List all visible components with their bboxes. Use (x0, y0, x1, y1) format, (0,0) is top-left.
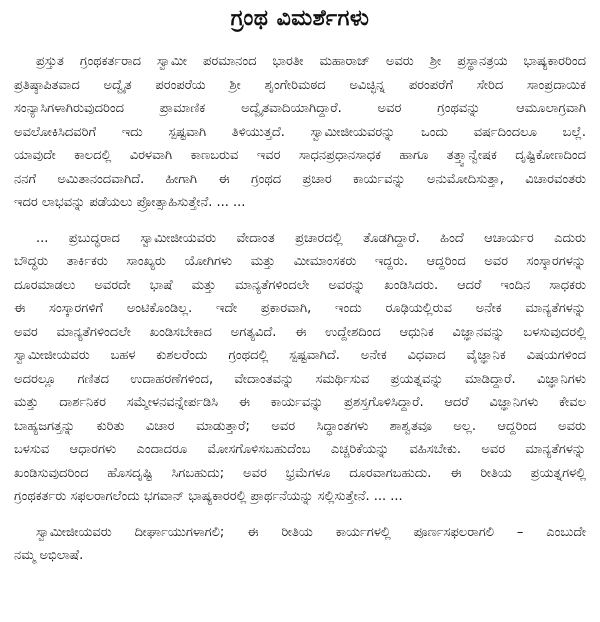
text-line: ಸ್ವಾಮೀಜೀಯವರು ದೀರ್ಘಾಯುಗಳಾಗಲಿ; ಈ ರೀತಿಯ ಕಾರ್ಯಗಳಲ್ಲಿ ಪೂರ್ಣಸಫಲರಾಗಲಿ – ಎಂಬುದೇ (36, 524, 586, 540)
text-line: ನಮ್ಮ ಅಭಿಲಾಷೆ. (14, 548, 84, 563)
text-line: ಗ್ರಂಥಕರ್ತರು ಸಫಲರಾಗಲೆಂದು ಭಗವಾನ್ ಭಾಷ್ಯಕಾರರಲ್ಲಿ ಪ್ರಾರ್ಥನೆಯನ್ನು ಸಲ್ಲಿಸುತ್ತೇನೆ. ... ... (14, 489, 403, 504)
text-line: ಈ ಸಂಸ್ಕಾರಗಳಿಗೆ ಅಂಟಿಕೊಂಡಿಲ್ಲ. ಇದೇ ಪ್ರಕಾರವಾಗಿ, ಇಂದು ರೂಢಿಯಲ್ಲಿರುವ ಅನೇಕ ಮಾನ್ಯತೆಗಳನ್ನು (14, 301, 586, 316)
paragraph-1 (14, 50, 586, 215)
text-line: ನನಗೆ ಅಮಿತಾನಂದವಾಗಿದೆ. ಹೀಗಾಗಿ ಈ ಗ್ರಂಥದ ಪ್ರಚಾರ ಕಾರ್ಯವನ್ನು ಅನುಮೋದಿಸುತ್ತಾ, ವಿಚಾರವಂತರು (14, 171, 586, 187)
text-line: ಅವರ ಮಾನ್ಯತೆಗಳಿಂದಲೇ ಖಂಡಿಸಬೇಕಾದ ಅಗತ್ಯವಿದೆ. ಈ ಉದ್ದೇಶದಿಂದ ಆಧುನಿಕ ವಿಜ್ಞಾನವನ್ನು ಬಳಸುವುದರಲ್ಲಿ (14, 324, 586, 340)
text-line: ಅವಲೋಕಿಸಿದವರಿಗೆ ಇದು ಸ್ಪಷ್ಟವಾಗಿ ತಿಳಿಯುತ್ತದೆ. ಸ್ವಾಮೀಜೀಯವರನ್ನು ಒಂದು ವರ್ಷದಿಂದಲೂ ಬಲ್ಲೆ. (14, 124, 586, 140)
text-line: ಸಂನ್ಯಾಸಿಗಳಾಗಿರುವುದರಿಂದ ಪ್ರಾಮಾಣಿಕ ಅದ್ವೈತವಾದಿಯಾಗಿದ್ದಾರೆ. ಅವರ ಗ್ರಂಥವನ್ನು ಆಮೂಲಾಗ್ರವಾಗಿ (14, 101, 586, 116)
text-line: ಖಂಡಿಸುವುದರಿಂದ ಹೊಸದೃಷ್ಟಿ ಸಿಗಬಹುದು; ಅವರ ಭ್ರಮೆಗಳೂ ದೂರವಾಗಬಹುದು. ಈ ರೀತಿಯ ಪ್ರಯತ್ನಗಳಲ್ಲಿ (14, 465, 586, 481)
text-line: ಪ್ರಸ್ತುತ ಗ್ರಂಥಕರ್ತರಾದ ಸ್ವಾಮೀ ಪರಮಾನಂದ ಭಾರತೀ ಮಹಾರಾಜ್ ಅವರು ಶ್ರೀ ಪ್ರಸ್ಥಾನತ್ರಯ ಭಾಷ್ಯಕಾರರಿಂದ (36, 54, 586, 69)
text-line: ಬೌದ್ಧರು ತಾರ್ಕಿಕರು ಸಾಂಖ್ಯರು ಯೋಗಿಗಳು ಮತ್ತು ಮೀಮಾಂಸಕರು ಇದ್ದರು. ಆದ್ದರಿಂದ ಅವರ ಸಂಸ್ಕಾರಗಳನ್ನು (14, 254, 586, 269)
paragraph-2 (14, 227, 586, 509)
text-line: ಸ್ವಾಮೀಜೀಯವರು ಬಹಳ ಕುಶಲರೆಂದು ಗ್ರಂಥದಲ್ಲಿ ಸ್ಪಷ್ಟವಾಗಿದೆ. ಅನೇಕ ವಿಧವಾದ ವೈಜ್ಞಾನಿಕ ವಿಷಯಗಳಿಂದ (14, 348, 586, 363)
page-title: ಗ್ರಂಥ ವಿಮರ್ಶೆಗಳು (230, 6, 370, 31)
text-line: ಮತ್ತು ದಾರ್ಶನಿಕರ ಸಮ್ಮೇಳನವನ್ನೇರ್ಪಡಿಸಿ ಈ ಕಾರ್ಯವನ್ನು ಪ್ರಶಸ್ತಗೊಳಿಸಿದ್ದಾರೆ. ಆದರೆ ವಿಜ್ಞಾನಿಗಳು ಕೇವಲ (14, 395, 586, 410)
text-line: ... ಪ್ರಬುದ್ಧರಾದ ಸ್ವಾಮೀಜೀಯವರು ವೇದಾಂತ ಪ್ರಚಾರದಲ್ಲಿ ತೊಡಗಿದ್ದಾರೆ. ಹಿಂದೆ ಆಚಾರ್ಯರ ಎದುರು (36, 230, 586, 246)
text-line: ಬಳಸುವ ಆಧಾರಗಳು ಎಂದಾದರೂ ಮೋಸಗೊಳಿಸಬಹುದೆಂಬ ಎಚ್ಚರಿಕೆಯನ್ನು ವಹಿಸಬೇಕು. ಅವರ ಮಾನ್ಯತೆಗಳನ್ನು (14, 442, 586, 457)
text-line: ಪ್ರತಿಷ್ಠಾಪಿತವಾದ ಅದ್ವೈತ ಪರಂಪರೆಯ ಶ್ರೀ ಶೃಂಗೇರಿಮಠದ ಅವಿಚ್ಛಿನ್ನ ಪರಂಪರೆಗೆ ಸೇರಿದ ಸಾಂಪ್ರದಾಯಿಕ (14, 77, 586, 93)
paragraph-3 (14, 521, 586, 568)
text-line: ಬಾಹ್ಯಜಗತ್ತನ್ನು ಕುರಿತು ವಿಚಾರ ಮಾಡುತ್ತಾರೆ; ಅವರ ಸಿದ್ಧಾಂತಗಳು ಶಾಶ್ವತವೂ ಅಲ್ಲ. ಆದ್ದರಿಂದ ಅವರು (14, 418, 586, 434)
text-line: ಇದರ ಲಾಭವನ್ನು ಪಡೆಯಲು ಪ್ರೋತ್ಸಾಹಿಸುತ್ತೇನೆ. ... ... (14, 195, 246, 210)
text-line: ಅದರಲ್ಲೂ ಗಣಿತದ ಉದಾಹರಣೆಗಳಿಂದ, ವೇದಾಂತವನ್ನು ಸಮರ್ಥಿಸುವ ಪ್ರಯತ್ನವನ್ನು ಮಾಡಿದ್ದಾರೆ. ವಿಜ್ಞಾನಿಗಳು (14, 371, 586, 387)
text-line: ದೂರಮಾಡಲು ಅವರದೇ ಭಾಷೆ ಮತ್ತು ಮಾನ್ಯತೆಗಳಿಂದಲೇ ಅವರನ್ನು ಖಂಡಿಸಿದರು. ಆದರೆ ಇಂದಿನ ಸಾಧಕರು (14, 277, 586, 293)
text-line: ಯಾವುದೇ ಕಾಲದಲ್ಲಿ ವಿರಳವಾಗಿ ಕಾಣಬರುವ ಇವರ ಸಾಧನಪ್ರಧಾನಸಾಧಕ ಹಾಗೂ ತತ್ತ್ವಾನ್ವೇಷಕ ದೃಷ್ಟಿಕೋಣದಿಂದ (14, 148, 586, 163)
